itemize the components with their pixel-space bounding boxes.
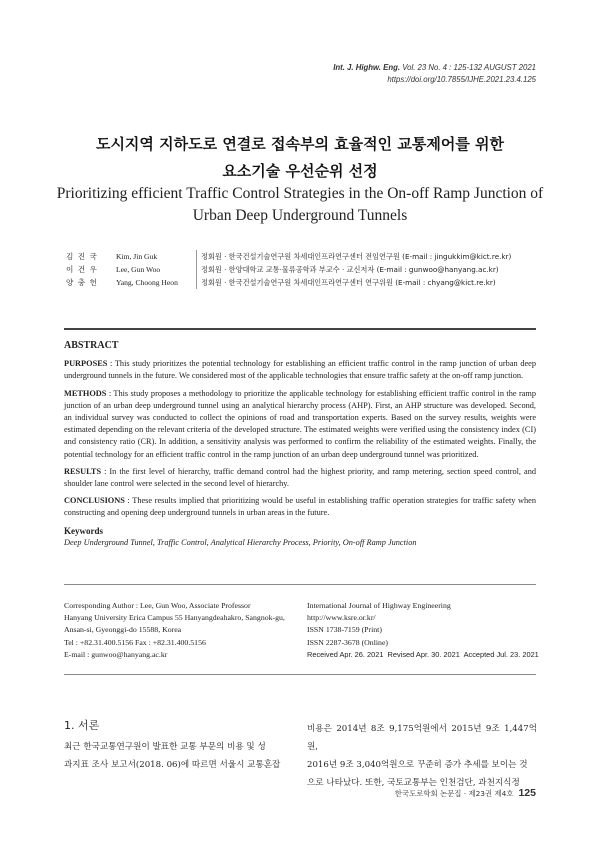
author-name-en: Yang, Choong Heon: [116, 278, 178, 287]
keywords-text: Deep Underground Tunnel, Traffic Control, Analytical Hierarchy Process, Priority, On-off Ramp Junction: [64, 537, 417, 547]
methods-text: : This study proposes a methodology to prioritize the applicable technology for establishing efficient traffic control in the ramp junction of an urban deep underground tunnel using an analytical hierarchy process (AHP). First, an AHP structure was developed. Second, an individual survey was conducted to collect the opinions of road and transportation experts. Based on the survey results, weights were estimated depending on the relevant criteria of the developed structure. The estimated weights were verified using the consistency index (CI) and consistency ratio (CR). In addition, a sensitivity analysis was performed to confirm the reliability of the estimated weights. Finally, the potential technology for an efficient traffic control in the ramp junction of an urban deep underground tunnel was prioritized.: [64, 388, 536, 459]
body-column-left: [64, 738, 304, 774]
title-english: [0, 183, 600, 227]
purposes-text: : This study prioritizes the potential technology for establishing an efficient traffic control in the ramp junction of urban deep underground tunnels in the future. We considered most of the applicable technologies that ensure traffic safety at the on-off ramp junction.: [64, 359, 536, 381]
body-line: 2016년 9조 3,040억원으로 꾸준히 증가 추세를 보이는 것: [307, 760, 528, 770]
abstract-heading: ABSTRACT: [64, 340, 119, 351]
page-number: 125: [518, 787, 536, 799]
doi-link[interactable]: https://doi.org/10.7855/IJHE.2021.23.4.125: [387, 75, 536, 84]
journal-url[interactable]: http://www.ksre.or.kr/: [307, 613, 376, 623]
author-name-en: Lee, Gun Woo: [116, 265, 161, 274]
body-line: 으로 나타났다. 또한, 국토교통부는 인천검단, 과천지식정: [307, 778, 520, 788]
abstract-purposes: [64, 358, 536, 382]
title-korean: [0, 131, 600, 185]
title-ko-line1: 도시지역 지하도로 연결로 접속부의 효율적인 교통제어를 위한: [95, 135, 505, 153]
jinfo-line: ISSN 1738-7159 (Print): [307, 625, 382, 635]
journal-header: [333, 62, 536, 86]
revised-label: Revised: [387, 649, 415, 659]
accepted-label: Accepted: [463, 649, 495, 659]
abstract-top-rule: [64, 328, 536, 330]
author-row: [66, 250, 546, 263]
corr-email: E-mail : gunwoo@hanyang.ac.kr: [64, 649, 168, 659]
info-bottom-rule: [64, 674, 536, 675]
journal-volume: Vol. 23 No. 4 : 125-132 AUGUST 2021: [402, 63, 536, 72]
abstract-section: [64, 340, 536, 549]
results-label: RESULTS: [64, 466, 102, 476]
revised-date: Apr. 30. 2021: [415, 649, 460, 659]
corresponding-author: [64, 600, 304, 661]
results-text: : In the first level of hierarchy, traffic demand control had the highest priority, and ramp metering, section speed control, and shoulder lane control were selected in the second level of hierarchy.: [64, 466, 536, 489]
author-name-ko: 이 건 우: [66, 265, 98, 274]
jinfo-line: ISSN 2287-3678 (Online): [307, 637, 388, 647]
author-name-ko: 양 충 헌: [66, 278, 98, 287]
section-heading: 1. 서론: [64, 719, 100, 732]
author-row: [66, 276, 546, 289]
conclusions-label: CONCLUSIONS: [64, 496, 125, 506]
received-date: Apr. 26. 2021: [339, 649, 384, 659]
author-affiliation: 정회원 · 한양대학교 교통·물류공학과 부교수 · 교신저자 (E-mail : gunwoo@hanyang.ac.kr): [196, 263, 499, 276]
abstract-bottom-rule: [64, 584, 536, 585]
purposes-label: PURPOSES: [64, 359, 108, 369]
body-line: 최근 한국교통연구원이 발표한 교통 부문의 비용 및 성: [64, 742, 266, 752]
corr-line: Corresponding Author : Lee, Gun Woo, Associate Professor: [64, 601, 251, 610]
keywords-heading: Keywords: [64, 525, 103, 536]
author-list: [66, 250, 546, 289]
author-name-en: Kim, Jin Guk: [116, 252, 158, 261]
author-row: [66, 263, 546, 276]
corr-line: Tel : +82.31.400.5156 Fax : +82.31.400.5156: [64, 637, 206, 647]
title-en-line1: Prioritizing efficient Traffic Control Strategies in the On-off Ramp Junction of: [56, 185, 544, 202]
journal-name: Int. J. Highw. Eng.: [333, 63, 401, 72]
body-line: 과지표 조사 보고서(2018. 06)에 따르면 서울시 교통혼잡: [64, 760, 281, 770]
corr-line: Ansan-si, Gyeonggi-do 15588, Korea: [64, 625, 182, 635]
body-line: 비용은 2014년 8조 9,175억원에서 2015년 9조 1,447억원,: [307, 724, 537, 752]
title-en-line2: Urban Deep Underground Tunnels: [192, 207, 408, 224]
accepted-date: Jul. 23. 2021: [496, 649, 539, 659]
author-affiliation: 정회원 · 한국건설기술연구원 차세대인프라연구센터 전임연구원 (E-mail : jingukkim@kict.re.kr): [196, 250, 511, 263]
methods-label: METHODS: [64, 388, 107, 398]
article-dates: [307, 649, 547, 661]
corr-line: Hanyang University Erica Campus 55 Hanyangdeahakro, Sangnok-gu,: [64, 613, 285, 623]
abstract-results: [64, 466, 536, 490]
received-label: Received: [307, 649, 338, 659]
abstract-methods: [64, 388, 536, 461]
journal-info: [307, 600, 547, 661]
author-name-ko: 김 진 국: [66, 252, 98, 261]
title-ko-line2: 요소기술 우선순위 선정: [222, 162, 378, 180]
jinfo-line: International Journal of Highway Engineering: [307, 601, 451, 610]
author-affiliation: 정회원 · 한국건설기술연구원 차세대인프라연구센터 연구위원 (E-mail : chyang@kict.re.kr): [196, 276, 496, 289]
abstract-conclusions: [64, 495, 536, 519]
footer-journal: 한국도로학회 논문집 · 제23권 제4호: [394, 789, 514, 798]
page-footer: [395, 787, 536, 799]
body-column-right: [307, 720, 537, 792]
conclusions-text: : These results implied that prioritizing would be useful in establishing traffic operation strategies for traffic safety when constructing and opening deep underground tunnels in urban areas in the future.: [64, 496, 536, 518]
